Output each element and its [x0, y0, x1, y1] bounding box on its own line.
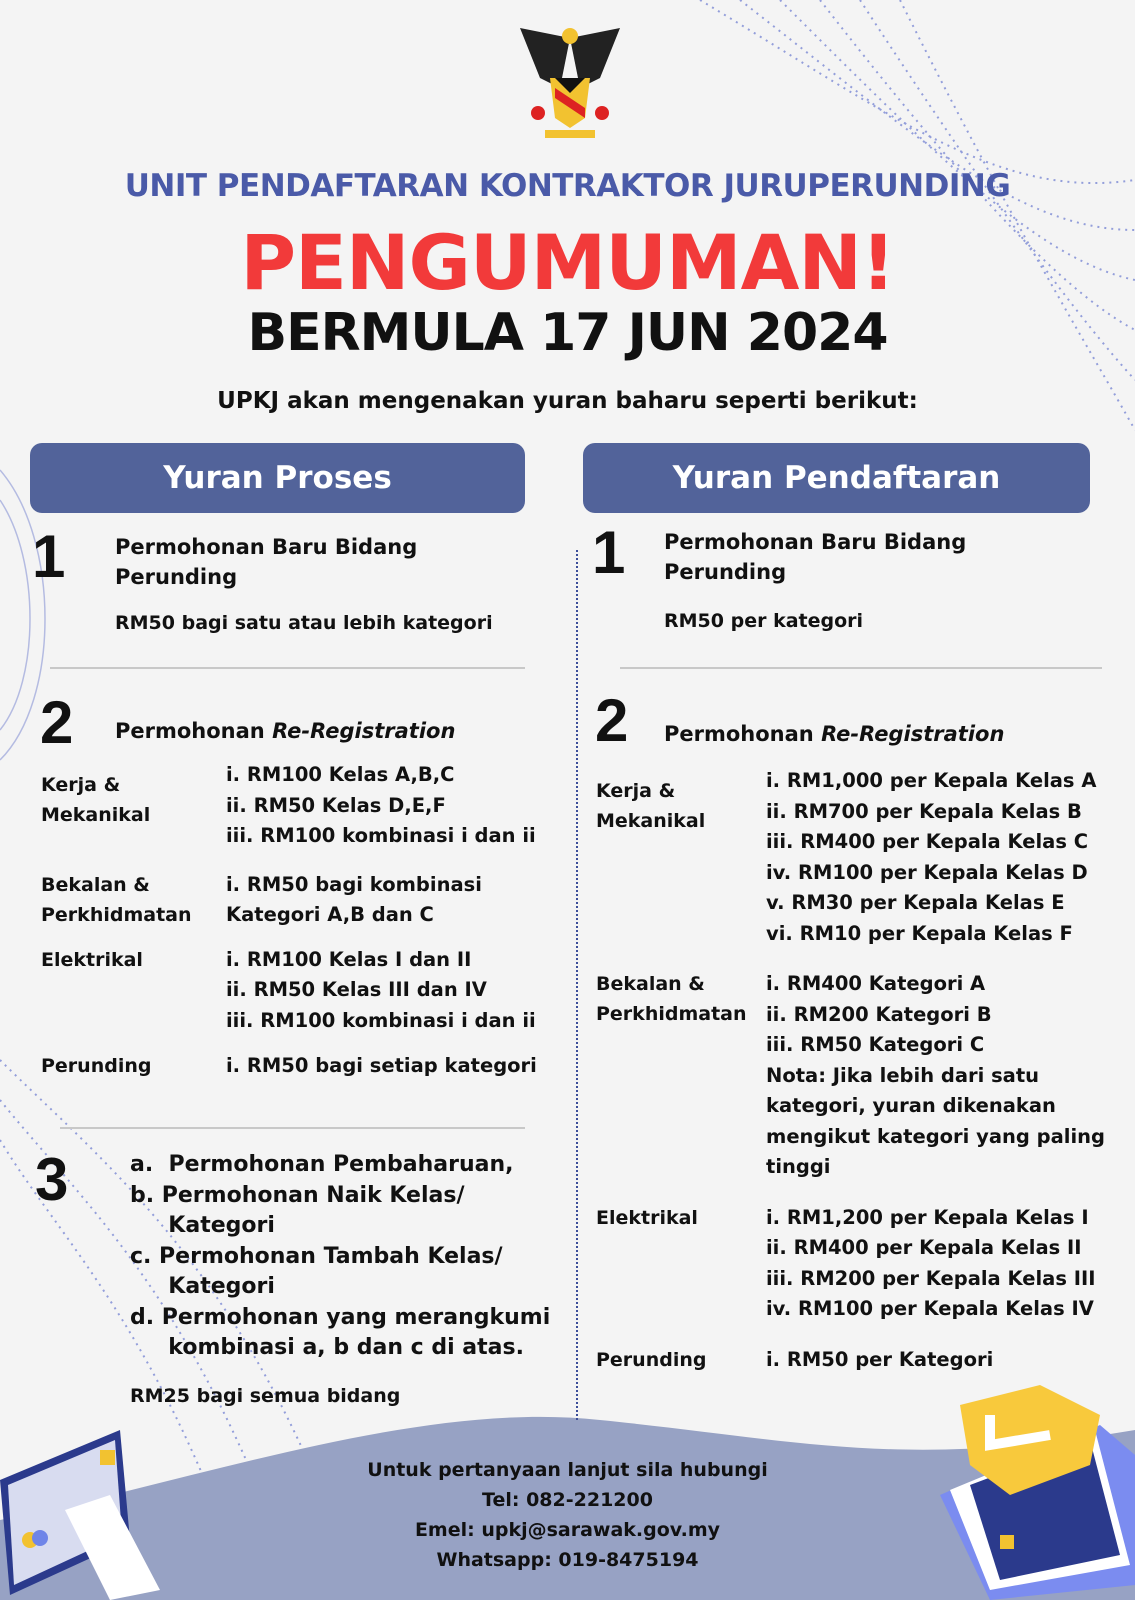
list-item: Kategori [130, 1274, 275, 1299]
group-label: Kerja & Mekanikal [596, 780, 706, 832]
column-divider [576, 550, 578, 1420]
list-item: a. Permohonan Pembaharuan, [130, 1152, 514, 1177]
renewal-list [130, 1150, 550, 1364]
list-item: b. Permohonan Naik Kelas/ [130, 1182, 465, 1208]
fee-item: vi. RM10 per Kepala Kelas F [766, 921, 1073, 945]
group-label: Perunding [41, 1055, 152, 1077]
section-number: 2 [595, 687, 629, 754]
fee-item: i. RM1,200 per Kepala Kelas I [766, 1205, 1089, 1229]
fee-item: i. RM100 Kelas A,B,C [226, 763, 455, 786]
fee-item: i. RM400 Kategori A [766, 972, 986, 995]
fee-group [41, 945, 536, 1037]
contact-info [0, 1455, 1135, 1575]
fee-text: RM25 bagi semua bidang [130, 1385, 401, 1407]
group-items [226, 945, 536, 1037]
group-label: Bekalan & Perkhidmatan [41, 873, 192, 926]
fee-text: RM50 bagi satu atau lebih kategori [115, 612, 493, 634]
group-items [226, 760, 536, 852]
fee-item: Kategori A,B dan C [226, 903, 434, 926]
group-items [766, 766, 1096, 949]
section-number: 3 [35, 1146, 69, 1213]
fee-group [596, 766, 1096, 949]
fee-group [596, 1203, 1096, 1325]
contact-line: Emel: upkj@sarawak.gov.my [414, 1519, 721, 1541]
start-date: BERMULA 17 JUN 2024 [247, 303, 888, 363]
fee-item: i. RM50 per Kategori [766, 1347, 994, 1371]
group-label: Elektrikal [596, 1206, 698, 1229]
group-label: Bekalan & Perkhidmatan [596, 973, 747, 1025]
fee-item: kategori, yuran dikenakan [766, 1094, 1056, 1117]
yuran-proses-header: Yuran Proses [30, 443, 525, 513]
fee-item: iii. RM100 kombinasi i dan ii [226, 824, 536, 847]
list-item: c. Permohonan Tambah Kelas/ [130, 1243, 503, 1269]
list-item: kombinasi a, b dan c di atas. [130, 1335, 524, 1360]
intro-text: UPKJ akan mengenakan yuran baharu seperti berikut: [217, 388, 918, 414]
contact-line: Whatsapp: 019-8475194 [436, 1549, 699, 1571]
group-label: Kerja & Mekanikal [41, 774, 151, 826]
fee-item: ii. RM400 per Kepala Kelas II [766, 1236, 1082, 1259]
fee-group [596, 1345, 993, 1376]
fee-item: iii. RM200 per Kepala Kelas III [766, 1266, 1096, 1290]
group-items [766, 969, 1105, 1183]
group-items [226, 1051, 537, 1082]
fee-item: v. RM30 per Kepala Kelas E [766, 891, 1065, 914]
divider [60, 1127, 525, 1129]
section-title: Permohonan Baru Bidang Perunding [115, 535, 418, 589]
fee-item: i. RM50 bagi kombinasi [226, 872, 482, 896]
group-items [766, 1345, 993, 1376]
group-items [766, 1203, 1096, 1325]
fee-item: ii. RM50 Kelas III dan IV [226, 978, 487, 1001]
yuran-pendaftaran-header: Yuran Pendaftaran [583, 443, 1090, 513]
fee-item: i. RM100 Kelas I dan II [226, 947, 472, 971]
headline: PENGUMUMAN! [240, 218, 895, 307]
fee-group [596, 969, 1105, 1183]
sarawak-logo [510, 18, 630, 153]
section-number: 1 [592, 519, 626, 586]
divider [620, 667, 1102, 669]
section-number: 2 [40, 689, 74, 756]
fee-item: iv. RM100 per Kepala Kelas D [766, 860, 1088, 884]
fee-item: tinggi [766, 1155, 831, 1178]
fee-group [41, 760, 536, 852]
section-title: Permohonan Re-Registration [115, 719, 456, 743]
fee-group [41, 870, 482, 931]
fee-group [41, 1051, 537, 1082]
list-item: d. Permohonan yang merangkumi [130, 1304, 551, 1330]
section-number: 1 [32, 523, 66, 590]
fee-item: iii. RM400 per Kepala Kelas C [766, 830, 1089, 853]
fee-item: iv. RM100 per Kepala Kelas IV [766, 1297, 1094, 1320]
contact-line: Tel: 082-221200 [482, 1489, 653, 1511]
contact-line: Untuk pertanyaan lanjut sila hubungi [367, 1459, 768, 1481]
fee-item: ii. RM700 per Kepala Kelas B [766, 799, 1082, 823]
fee-item: Nota: Jika lebih dari satu [766, 1063, 1040, 1087]
fee-item: iii. RM100 kombinasi i dan ii [226, 1008, 536, 1032]
fee-item: ii. RM50 Kelas D,E,F [226, 793, 446, 817]
fee-item: mengikut kategori yang paling [766, 1124, 1105, 1148]
list-item: Kategori [130, 1213, 275, 1238]
section-title: Permohonan Baru Bidang Perunding [664, 530, 967, 584]
group-items [226, 870, 482, 931]
fee-item: i. RM50 bagi setiap kategori [226, 1054, 537, 1077]
divider [50, 667, 525, 669]
fee-text: RM50 per kategori [664, 610, 864, 632]
group-label: Perunding [596, 1348, 707, 1371]
fee-item: i. RM1,000 per Kepala Kelas A [766, 769, 1097, 792]
org-title: UNIT PENDAFTARAN KONTRAKTOR JURUPERUNDING [124, 168, 1011, 204]
group-label: Elektrikal [41, 948, 143, 971]
fee-item: iii. RM50 Kategori C [766, 1033, 985, 1056]
section-title: Permohonan Re-Registration [664, 722, 1005, 746]
fee-item: ii. RM200 Kategori B [766, 1002, 992, 1026]
